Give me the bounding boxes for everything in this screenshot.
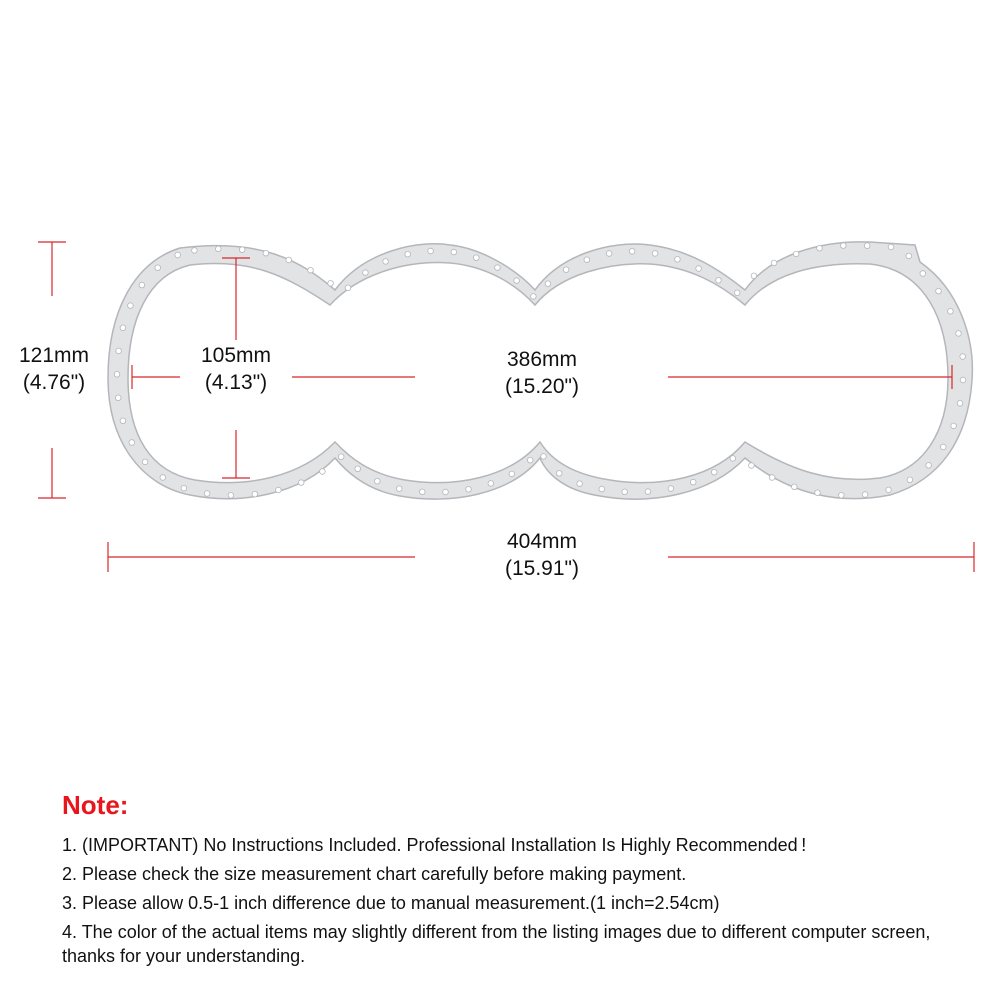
bolt-hole (276, 487, 282, 493)
bolt-hole (120, 418, 126, 424)
bolt-hole (115, 395, 121, 401)
bolt-hole (139, 282, 145, 288)
outer-length-inch: (15.91") (505, 557, 579, 580)
bolt-hole (443, 489, 449, 495)
bolt-hole (696, 266, 702, 272)
bolt-hole (160, 475, 166, 481)
bolt-hole (308, 267, 314, 273)
bolt-hole (545, 281, 551, 287)
bolt-hole (175, 252, 181, 258)
bolt-hole (128, 303, 134, 309)
bolt-hole (951, 423, 957, 429)
bolt-hole (420, 489, 426, 495)
bolt-hole (926, 463, 932, 469)
bolt-hole (155, 265, 161, 271)
bolt-hole (668, 486, 674, 492)
bolt-hole (815, 490, 821, 496)
outer-height-label (2, 342, 106, 396)
bolt-hole (936, 288, 942, 294)
bolt-hole (204, 491, 210, 497)
bolt-hole (531, 294, 537, 300)
bolt-hole (960, 354, 966, 360)
dimension-lines (38, 242, 974, 572)
inner-length-label (482, 346, 602, 400)
notes-title: Note: (62, 790, 129, 820)
bolt-hole (906, 253, 912, 259)
note-item-4: 4. The color of the actual items may slightly different from the listing images due to different computer screen, thanks for your understanding. (62, 922, 931, 966)
bolt-hole (466, 487, 472, 493)
note-item-1: 1. (IMPORTANT) No Instructions Included. Professional Installation Is Highly Recommended ! (62, 835, 807, 855)
bolt-hole (298, 480, 304, 486)
bolt-hole (652, 251, 658, 257)
bolt-hole (888, 244, 894, 250)
bolt-hole (320, 469, 326, 475)
bolt-hole (920, 271, 926, 277)
bolt-hole (577, 481, 583, 487)
outer-height-inch: (4.76") (22, 371, 86, 394)
bolt-hole (956, 331, 962, 337)
bolt-hole (228, 493, 234, 499)
bolt-hole (116, 348, 122, 354)
bolt-hole (793, 251, 799, 257)
bolt-hole (556, 471, 562, 477)
bolt-hole (396, 486, 402, 492)
bolt-hole (907, 477, 913, 483)
bolt-hole (841, 243, 847, 249)
bolt-hole (488, 481, 494, 487)
bolt-hole (383, 259, 389, 265)
bolt-hole (541, 454, 547, 460)
bolt-hole (749, 463, 755, 469)
bolt-hole (751, 273, 757, 279)
outer-length-label (482, 528, 602, 582)
bolt-hole (375, 478, 381, 484)
bolt-hole (622, 489, 628, 495)
bolt-hole (629, 249, 635, 255)
bolt-hole (817, 245, 823, 251)
inner-height-label (184, 342, 288, 396)
bolt-hole (405, 251, 411, 257)
bolt-hole (792, 484, 798, 490)
bolt-hole (355, 466, 361, 472)
bolt-hole (142, 459, 148, 465)
bolt-hole (363, 270, 369, 276)
bolt-hole (734, 290, 740, 296)
bolt-hole (451, 249, 457, 255)
bolt-hole (129, 440, 135, 446)
bolt-hole (252, 491, 258, 497)
bolt-hole (263, 250, 269, 256)
bolt-hole (509, 471, 515, 477)
bolt-hole (771, 260, 777, 266)
bolt-hole (474, 255, 480, 261)
bolt-hole (941, 444, 947, 450)
bolt-hole (192, 248, 198, 254)
outer-height-mm: 121mm (18, 344, 90, 367)
bolt-hole (716, 278, 722, 284)
inner-length-mm: 386mm (506, 348, 578, 371)
outer-length-mm: 404mm (506, 530, 578, 553)
bolt-hole (606, 251, 612, 257)
bolt-hole (690, 479, 696, 485)
bolt-hole (345, 285, 351, 291)
bolt-hole (839, 493, 845, 499)
inner-height-mm: 105mm (200, 344, 272, 367)
bolt-hole (599, 486, 605, 492)
bolt-hole (563, 267, 569, 273)
bolt-hole (428, 248, 434, 254)
bolt-hole (769, 475, 775, 481)
bolt-hole (730, 456, 736, 462)
bolt-hole (957, 401, 963, 407)
bolt-hole (948, 309, 954, 315)
bolt-hole (328, 281, 334, 287)
bolt-hole (495, 265, 501, 271)
bolt-hole (886, 487, 892, 493)
bolt-hole (216, 246, 222, 252)
inner-height-inch: (4.13") (204, 371, 268, 394)
bolt-hole (338, 454, 344, 460)
notes-section (62, 790, 982, 973)
bolt-hole (645, 489, 651, 495)
bolt-hole (514, 278, 520, 284)
bolt-hole (960, 377, 966, 383)
note-item-3: 3. Please allow 0.5-1 inch difference due to manual measurement.(1 inch=2.54cm) (62, 893, 720, 913)
bolt-hole (864, 243, 870, 249)
inner-length-inch: (15.20") (505, 375, 579, 398)
bolt-hole (286, 257, 292, 263)
bolt-hole (120, 325, 126, 331)
bolt-hole (584, 257, 590, 263)
bolt-hole (711, 469, 717, 475)
bolt-hole (527, 457, 533, 463)
bolt-hole (675, 257, 681, 263)
note-item-2: 2. Please check the size measurement chart carefully before making payment. (62, 864, 687, 884)
bolt-hole (114, 372, 120, 378)
bolt-hole (239, 247, 245, 253)
bolt-hole (181, 485, 187, 491)
bolt-hole (862, 492, 868, 498)
